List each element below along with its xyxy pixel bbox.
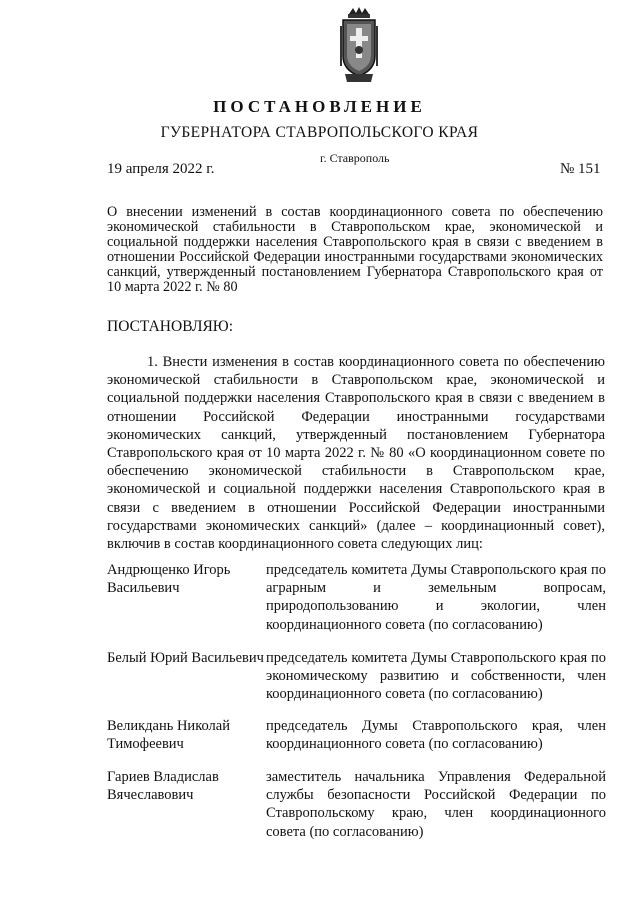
member-name: Гариев Владислав Вячеславович xyxy=(107,769,219,804)
member-role: председатель Думы Ставропольского края, член координационного совета (по согласованию) xyxy=(266,718,606,753)
member-role: председатель комитета Думы Ставропольского края по экономическому развитию и собственности, член координационного совета (по согласованию) xyxy=(266,650,606,703)
decree-heading: ПОСТАНОВЛЯЮ: xyxy=(107,318,234,335)
coat-of-arms-emblem xyxy=(335,6,383,84)
member-name: Белый Юрий Васильевич xyxy=(107,650,264,666)
document-title: ПОСТАНОВЛЕНИЕ xyxy=(213,97,426,116)
document-subtitle: ГУБЕРНАТОРА СТАВРОПОЛЬСКОГО КРАЯ xyxy=(160,124,479,141)
document-date: 19 апреля 2022 г. xyxy=(107,161,215,177)
document-number: № 151 xyxy=(560,161,601,177)
member-role: председатель комитета Думы Ставропольского края по аграрным и земельным вопросам, природопользованию и экологии, член координационного совета (по согласованию) xyxy=(266,562,606,633)
member-role: заместитель начальника Управления Федеральной службы безопасности Российской Федерации по Ставропольскому краю, член координационного совета (по согласованию) xyxy=(266,769,606,840)
document-city: г. Ставрополь xyxy=(320,151,390,165)
document-subject: О внесении изменений в состав координационного совета по обеспечению экономической стабильности в Ставропольском крае, экономической и социальной поддержки населения Ставропольского края в связи с введением в отношении Российской Федерации иностранными государствами экономических санкций, утвержденный постановлением Губернатора Ставропольского края от 10 марта 2022 г. № 80 xyxy=(107,204,603,295)
paragraph-1: 1. Внести изменения в состав координационного совета по обеспечению экономической стабильности в Ставропольском крае, экономической и социальной поддержки населения Ставропольского края в связи с введением в отношении Российской Федерации иностранными государствами экономических санкций, утвержденный постановлением Губернатора Ставропольского края от 10 марта 2022 г. № 80 «О координационном совете по обеспечению экономической стабильности в Ставропольском крае, экономической и социальной поддержки населения Ставропольского края в связи с введением в отношении Российской Федерации иностранными государствами экономических санкций» (далее – координационный совет), включив в состав координационного совета следующих лиц: xyxy=(107,354,605,553)
member-name: Андрющенко Игорь Васильевич xyxy=(107,562,231,597)
member-name: Великдань Николай Тимофеевич xyxy=(107,718,230,753)
